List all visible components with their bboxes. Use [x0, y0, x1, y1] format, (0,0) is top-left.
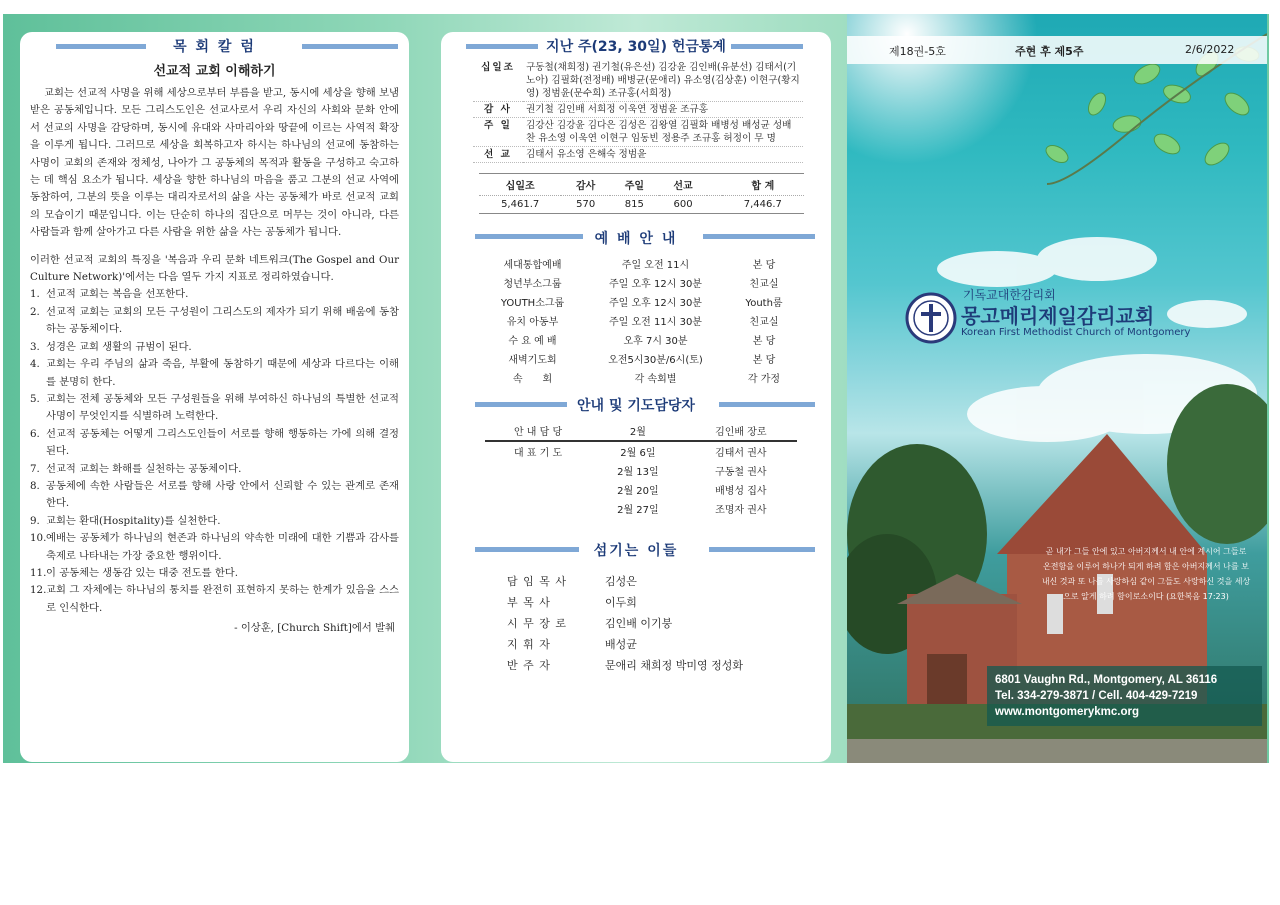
- worship-location: 본 당: [752, 260, 776, 271]
- prayer-cell: 대 표 기 도: [513, 448, 563, 459]
- staff-table: [503, 570, 803, 675]
- list-number: 3.: [30, 340, 40, 353]
- staff-role: 시 무 장 로: [507, 616, 567, 630]
- church-name-korean: 몽고메리제일감리교회: [961, 304, 1155, 328]
- denomination-name: 기독교대한감리회: [963, 288, 1056, 302]
- list-number: 10.: [30, 532, 47, 545]
- list-text: 이 공동체는 생동감 있는 대중 전도를 한다.: [46, 566, 239, 579]
- list-number: 11.: [30, 566, 47, 579]
- cover-header-strip: [847, 36, 1267, 64]
- list-number: 9.: [30, 514, 40, 527]
- table-row: [503, 612, 803, 633]
- list-number: 7.: [30, 462, 40, 475]
- staff-role: 반 주 자: [507, 658, 551, 672]
- worship-service: 청년부소그룹: [503, 279, 562, 290]
- worship-time: 주일 오후 12시 30분: [609, 298, 702, 309]
- cover-panel: [847, 14, 1267, 763]
- prayer-cell: 2월 6일: [620, 448, 656, 459]
- column-list-item: [30, 391, 399, 426]
- prayer-cell: 조명자 권사: [715, 505, 767, 516]
- list-number: 1.: [30, 288, 40, 301]
- liturgical-week: 주현 후 제5주: [1015, 45, 1084, 58]
- list-number: 8.: [30, 479, 40, 492]
- column-body: [30, 85, 399, 617]
- list-text: 선교적 교회는 화해를 실천하는 공동체이다.: [46, 462, 242, 475]
- worship-service: 새벽기도회: [508, 355, 557, 366]
- totals-value: 600: [673, 199, 693, 210]
- worship-table: [481, 254, 801, 387]
- column-credit: - 이상훈, [Church Shift]에서 발췌: [234, 622, 395, 635]
- table-row: [481, 349, 801, 368]
- column-list-item: [30, 513, 399, 530]
- offering-table: [473, 60, 803, 163]
- offering-category: 십일조: [481, 62, 515, 73]
- column-paragraph-1: 교회는 선교적 사명을 위해 세상으로부터 부름을 받고, 동시에 세상을 향해 보냄 받은 공동체입니다. 모든 그리스도인은 선교사로서 우리 자신의 사회와 문화 안에서 선교의 사명을 감당하며, 동시에 유대와 사마리아와 땅끝에 이르는 사역적 확장을 이루게 됩니다. 그러므로 세상을 회복하고자 하시는 하나님의 선교에 동참하는 사명이 교회의 존재와 정체성, 나아가 그 공동체의 목적과 활동을 구성하고 숙고하는 데 핵심 요소가 됩니다. 세상을 향한 하나님의 마음을 품고 그분의 선교 사역에 동참하여, 그분의 뜻을 이루는 대리자로서의 삶을 사는 공동체가 바로 선교적 교회의 모습이기 때문입니다. 이는 단순히 하나의 집단으로 머무는 것이 아니라, 다른 사람들과 함께 살아가고 다른 사람을 위한 삶을 사는 공동체가 됩니다.: [30, 87, 399, 239]
- totals-value: [707, 196, 721, 214]
- list-text: 성경은 교회 생활의 규범이 된다.: [46, 340, 192, 353]
- staff-role: 담 임 목 사: [507, 574, 567, 588]
- worship-time: 주일 오전 11시: [621, 260, 690, 271]
- pastor-column-panel: [20, 32, 409, 762]
- staff-role: 지 휘 자: [507, 637, 551, 651]
- worship-location: 친교실: [749, 279, 779, 290]
- list-text: 교회 그 자체에는 하나님의 통치를 완전히 표현하지 못하는 한계가 있음을 스스로 인식한다.: [46, 584, 399, 614]
- info-panel: [441, 32, 831, 762]
- column-subtitle: 선교적 교회 이해하기: [153, 64, 276, 79]
- table-row: [503, 591, 803, 612]
- list-text: 선교적 교회는 교회의 모든 구성원이 그리스도의 제자가 되기 위해 배움에 동참하는 공동체이다.: [46, 305, 399, 336]
- offering-names: 김태서 유소영 은해숙 정범윤: [526, 149, 647, 160]
- offering-category: 주 일: [484, 120, 512, 131]
- worship-service: 유치 아동부: [506, 317, 559, 328]
- prayer-cell: 구동철 권사: [715, 467, 767, 478]
- table-row: [481, 254, 801, 273]
- worship-service: 속 회: [512, 374, 553, 385]
- column-list-item: [30, 356, 399, 391]
- table-row: [503, 570, 803, 591]
- prayer-cell: 2월 27일: [617, 505, 659, 516]
- column-list-item: [30, 530, 399, 565]
- list-number: 6.: [30, 427, 40, 440]
- column-list-item: [30, 461, 399, 478]
- offering-category: 선 교: [484, 149, 512, 160]
- offering-heading: 지난 주(23, 30일) 헌금통계: [546, 39, 726, 55]
- list-text: 교회는 전체 공동체와 모든 구성원들을 위해 부여하신 하나님의 특별한 선교적 사명이 무엇인지를 식별하려 노력한다.: [46, 392, 399, 423]
- table-row: [481, 292, 801, 311]
- worship-time: 오전5시30분/6시(토): [608, 355, 703, 366]
- staff-names: 배성균: [605, 637, 637, 651]
- methodist-cross-icon: [905, 292, 957, 344]
- worship-service: 세대통합예배: [503, 260, 562, 271]
- church-website[interactable]: www.montgomerykmc.org: [995, 706, 1139, 718]
- staff-names: 김인배 이기붕: [605, 616, 673, 630]
- cover-artwork: [847, 14, 1267, 763]
- totals-header: 주일: [610, 174, 659, 196]
- prayer-cell: 2월 13일: [617, 467, 659, 478]
- table-row: [485, 480, 797, 499]
- table-row: [481, 330, 801, 349]
- table-row: [485, 461, 797, 480]
- list-number: 2.: [30, 305, 40, 318]
- table-row: [503, 654, 803, 675]
- worship-time: 주일 오전 11시 30분: [609, 317, 702, 328]
- staff-names: 문애리 채희정 박미영 정성화: [605, 658, 744, 672]
- table-header-row: [479, 174, 804, 196]
- totals-header: 선교: [659, 174, 708, 196]
- column-list-item: [30, 582, 399, 617]
- column-list-item: [30, 426, 399, 461]
- list-text: 예배는 공동체가 하나님의 현존과 하나님의 약속한 미래에 대한 기쁨과 감사를 축제로 나타내는 가장 중요한 행위이다.: [46, 532, 399, 562]
- column-list-item: [30, 286, 399, 303]
- totals-value: 5,461.7: [501, 199, 540, 210]
- worship-location: 친교실: [749, 317, 779, 328]
- column-paragraph-2: 이러한 선교적 교회의 특징을 '복음과 우리 문화 네트워크(The Gospel and Our Culture Network)'에서는 다음 열두 가지 지표로 정리하였습니다.: [30, 253, 399, 284]
- list-number: 4.: [30, 358, 40, 371]
- offering-names: 구동철(채희정) 권기철(유은선) 김강윤 김인배(유분선) 김태서(기노아) 김필화(전정배) 배병균(문애리) 유소영(김상훈) 이현구(황지영) 정범윤(문수희) 조규홍(서희정): [526, 62, 800, 99]
- worship-service: 수 요 예 배: [508, 336, 557, 347]
- column-heading: 목 회 칼 럼: [173, 39, 256, 55]
- contact-box: [987, 666, 1262, 726]
- church-phone: Tel. 334-279-3871 / Cell. 404-429-7219: [995, 690, 1198, 702]
- column-list-item: [30, 478, 399, 513]
- worship-time: 오후 7시 30분: [623, 336, 688, 347]
- offering-category: 감 사: [484, 104, 512, 115]
- road: [847, 739, 1267, 763]
- offering-names: 권기철 김인배 서희정 이욱연 정범윤 조규홍: [526, 104, 709, 115]
- table-row: [485, 499, 797, 518]
- prayer-header: 안 내 담 당: [513, 427, 563, 438]
- list-text: 선교적 교회는 복음을 선포한다.: [46, 288, 189, 301]
- totals-header: 감사: [561, 174, 610, 196]
- worship-time: 주일 오후 12시 30분: [609, 279, 702, 290]
- worship-service: YOUTH소그룹: [500, 298, 565, 309]
- staff-names: 이두희: [605, 595, 637, 609]
- table-row: [479, 196, 804, 214]
- list-number: 5.: [30, 392, 40, 405]
- list-number: 12.: [30, 584, 47, 597]
- totals-header: 십일조: [479, 174, 561, 196]
- list-text: 교회는 우리 주님의 삶과 죽음, 부활에 동참하기 때문에 세상과 다르다는 이해를 분명히 한다.: [46, 358, 399, 388]
- offering-names: 김강산 김강윤 김다은 김성은 김왕열 김필화 배병성 배성균 성배찬 유소영 이욱연 이현구 임동빈 정용주 조규홍 허정이 무 명: [526, 120, 792, 144]
- prayer-header: 김인배 장로: [715, 427, 767, 438]
- volume-number: 제18권-5호: [889, 45, 946, 58]
- prayer-cell: [485, 499, 591, 518]
- worship-time: 각 속회별: [634, 374, 677, 385]
- table-row: [485, 441, 797, 461]
- staff-heading: 섬기는 이들: [593, 543, 679, 559]
- offering-totals-table: [479, 173, 804, 214]
- table-row: [481, 311, 801, 330]
- table-row: [473, 118, 803, 147]
- church-address: 6801 Vaughn Rd., Montgomery, AL 36116: [995, 674, 1218, 686]
- table-header-row: [485, 421, 797, 441]
- prayer-table: [485, 421, 797, 518]
- prayer-cell: 2월 20일: [617, 486, 659, 497]
- column-list-item: [30, 304, 399, 339]
- table-row: [503, 633, 803, 654]
- table-row: [481, 368, 801, 387]
- list-text: 선교적 공동체는 어떻게 그리스도인들이 서로를 향해 행동하는 가에 의해 결정된다.: [46, 427, 399, 458]
- church-name-english: Korean First Methodist Church of Montgomery: [961, 327, 1191, 338]
- column-list: [30, 286, 399, 617]
- prayer-heading: 안내 및 기도담당자: [577, 398, 695, 414]
- table-row: [473, 147, 803, 163]
- staff-role: 부 목 사: [507, 595, 551, 609]
- prayer-header: 2월: [629, 427, 646, 438]
- column-list-item: [30, 339, 399, 356]
- worship-location: 본 당: [752, 336, 776, 347]
- column-list-item: [30, 565, 399, 582]
- prayer-cell: 김태서 권사: [715, 448, 767, 459]
- worship-heading: 예 배 안 내: [594, 231, 678, 247]
- worship-location: 각 가정: [747, 374, 781, 385]
- prayer-cell: 배병성 집사: [715, 486, 767, 497]
- table-row: [473, 60, 803, 102]
- worship-location: 본 당: [752, 355, 776, 366]
- prayer-cell: [485, 461, 591, 480]
- staff-names: 김성은: [605, 574, 637, 588]
- scripture-verse: 곧 내가 그들 안에 있고 아버지께서 내 안에 계시어 그들로 온전함을 이루어 하나가 되게 하려 함은 아버지께서 나를 보내신 것과 또 나를 사랑하심 같이 그들도 사랑하신 것을 세상으로 알게 하려 함이로소이다 (요한복음 17:23): [1041, 547, 1251, 601]
- totals-value: 7,446.7: [743, 199, 782, 210]
- list-text: 공동체에 속한 사람들은 서로를 향해 사랑 안에서 신뢰할 수 있는 관계로 존재한다.: [46, 479, 399, 510]
- table-row: [473, 102, 803, 118]
- totals-header: [707, 174, 721, 196]
- table-row: [481, 273, 801, 292]
- bulletin-date: 2/6/2022: [1185, 43, 1235, 56]
- totals-value: 570: [576, 199, 596, 210]
- totals-value: 815: [624, 199, 644, 210]
- prayer-cell: [485, 480, 591, 499]
- worship-location: Youth룸: [745, 298, 783, 309]
- totals-header: 합 계: [722, 174, 804, 196]
- list-text: 교회는 환대(Hospitality)를 실천한다.: [46, 514, 221, 527]
